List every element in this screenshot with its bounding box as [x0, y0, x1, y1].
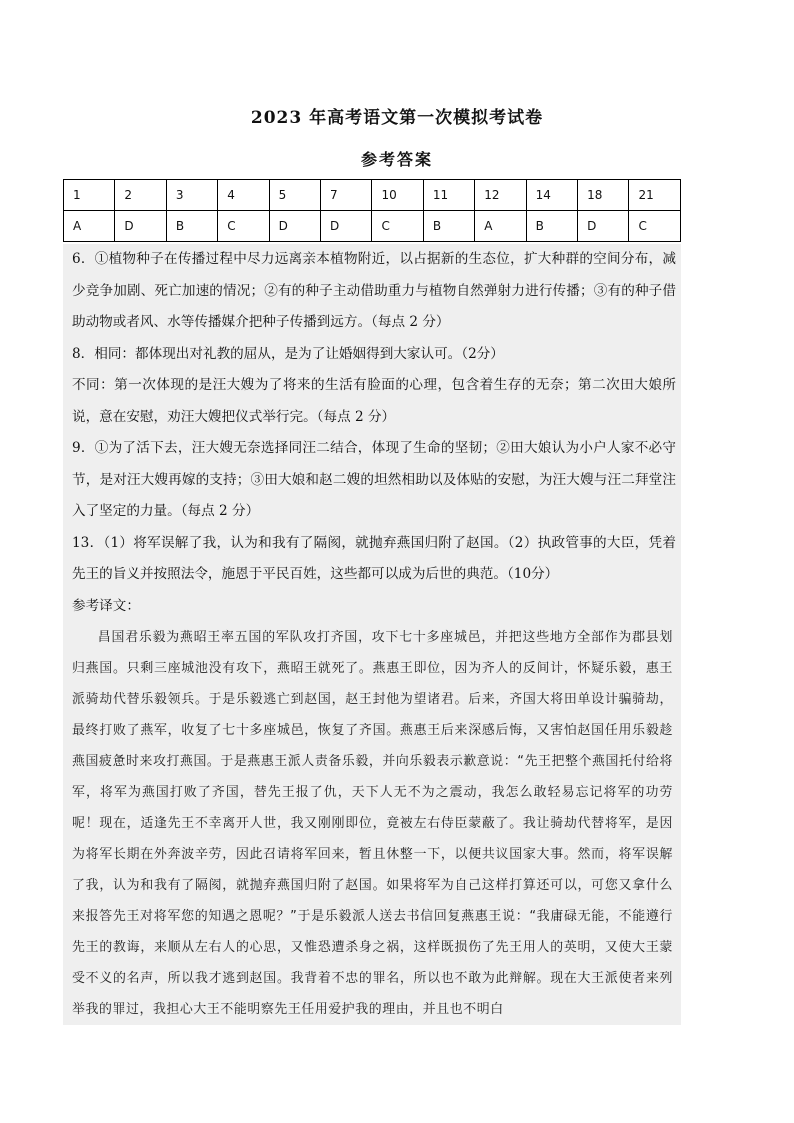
answer-cell: C [218, 211, 269, 242]
question-number-row [64, 180, 681, 211]
translation-text: 昌国君乐毅为燕昭王率五国的军队攻打齐国，攻下七十多座城邑，并把这些地方全部作为郡县划归燕国。只剩三座城池没有攻下，燕昭王就死了。燕惠王即位，因为齐人的反间计，怀疑乐毅，惠王派骑劫代替乐毅领兵。于是乐毅逃亡到赵国，赵王封他为望诸君。后来，齐国大将田单设计骗骑劫，最终打败了燕军，收复了七十多座城邑，恢复了齐国。燕惠王后来深感后悔，又害怕赵国任用乐毅趁燕国疲惫时来攻打燕国。于是燕惠王派人责备乐毅，并向乐毅表示歉意说：“先王把整个燕国托付给将军，将军为燕国打败了齐国，替先王报了仇，天下人无不为之震动，我怎么敢轻易忘记将军的功劳呢！现在，适逢先王不幸离开人世，我又刚刚即位，竟被左右侍臣蒙蔽了。我让骑劫代替将军，是因为将军长期在外奔波辛劳，因此召请将军回来，暂且休整一下，以便共议国家大事。然而，将军误解了我，认为和我有了隔阂，就抛弃燕国归附了赵国。如果将军为自己这样打算还可以，可您又拿什么来报答先王对将军您的知遇之恩呢？”于是乐毅派人送去书信回复燕惠王说：“我庸碌无能，不能遵行先王的教诲，来顺从左右人的心思，又惟恐遭杀身之祸，这样既损伤了先王用人的英明，又使大王蒙受不义的名声，所以我才逃到赵国。我背着不忠的罪名，所以也不敢为此辩解。现在大王派使者来列举我的罪过，我担心大王不能明察先王任用爱护我的理由，并且也不明白 [72, 630, 673, 1017]
question-number-cell: 18 [578, 180, 629, 211]
answer-cell: A [64, 211, 115, 242]
answer-q6: 6．①植物种子在传播过程中尽力远离亲本植物附近，以占据新的生态位，扩大种群的空间分布，减少竞争加剧、死亡加速的情况；②有的种子主动借助重力与植物自然弹射力进行传播；③有的种子借助动物或者风、水等传播媒介把种子传播到远方。（每点 2 分） [72, 251, 676, 330]
page-title: 2023 年高考语文第一次模拟考试卷 [250, 108, 544, 128]
answer-cell: D [321, 211, 372, 242]
answer-cell: D [578, 211, 629, 242]
question-number-cell: 14 [526, 180, 577, 211]
answer-cell: D [115, 211, 166, 242]
answer-cell: C [372, 211, 423, 242]
question-number-cell: 11 [423, 180, 474, 211]
answer-cell: B [526, 211, 577, 242]
answer-content [63, 244, 681, 1025]
answer-cell: A [475, 211, 526, 242]
answer-q8-diff: 不同：第一次体现的是汪大嫂为了将来的生活有脸面的心理，包含着生存的无奈；第二次田大娘所说，意在安慰，劝汪大嫂把仪式举行完。（每点 2 分） [72, 377, 676, 425]
answer-cell: B [166, 211, 217, 242]
answer-cell: C [629, 211, 681, 242]
question-number-cell: 5 [269, 180, 320, 211]
question-number-cell: 10 [372, 180, 423, 211]
question-number-cell: 2 [115, 180, 166, 211]
answer-q9: 9．①为了活下去，汪大嫂无奈选择同汪二结合，体现了生命的坚韧；②田大娘认为小户人家不必守节，是对汪大嫂再嫁的支持；③田大娘和赵二嫂的坦然相助以及体贴的安慰，为汪大嫂与汪二拜堂注入了坚定的力量。（每点 2 分） [72, 440, 676, 519]
question-number-cell: 3 [166, 180, 217, 211]
answer-cell: B [423, 211, 474, 242]
page-subtitle: 参考答案 [360, 150, 433, 169]
question-number-cell: 7 [321, 180, 372, 211]
answer-q13: 13．（1）将军误解了我，认为和我有了隔阂，就抛弃燕国归附了赵国。（2）执政管事的大臣，凭着先王的旨义并按照法令，施恩于平民百姓，这些都可以成为后世的典范。（10分） [72, 534, 676, 582]
answer-table [63, 179, 681, 242]
answer-cell: D [269, 211, 320, 242]
question-number-cell: 12 [475, 180, 526, 211]
question-number-cell: 4 [218, 180, 269, 211]
answer-row [64, 211, 681, 242]
translation-label: 参考译文： [72, 597, 140, 614]
short-answers [63, 244, 681, 591]
question-number-cell: 21 [629, 180, 681, 211]
answer-q8-same: 8．相同：都体现出对礼教的屈从，是为了让婚姻得到大家认可。（2分） [72, 345, 504, 362]
question-number-cell: 1 [64, 180, 115, 211]
